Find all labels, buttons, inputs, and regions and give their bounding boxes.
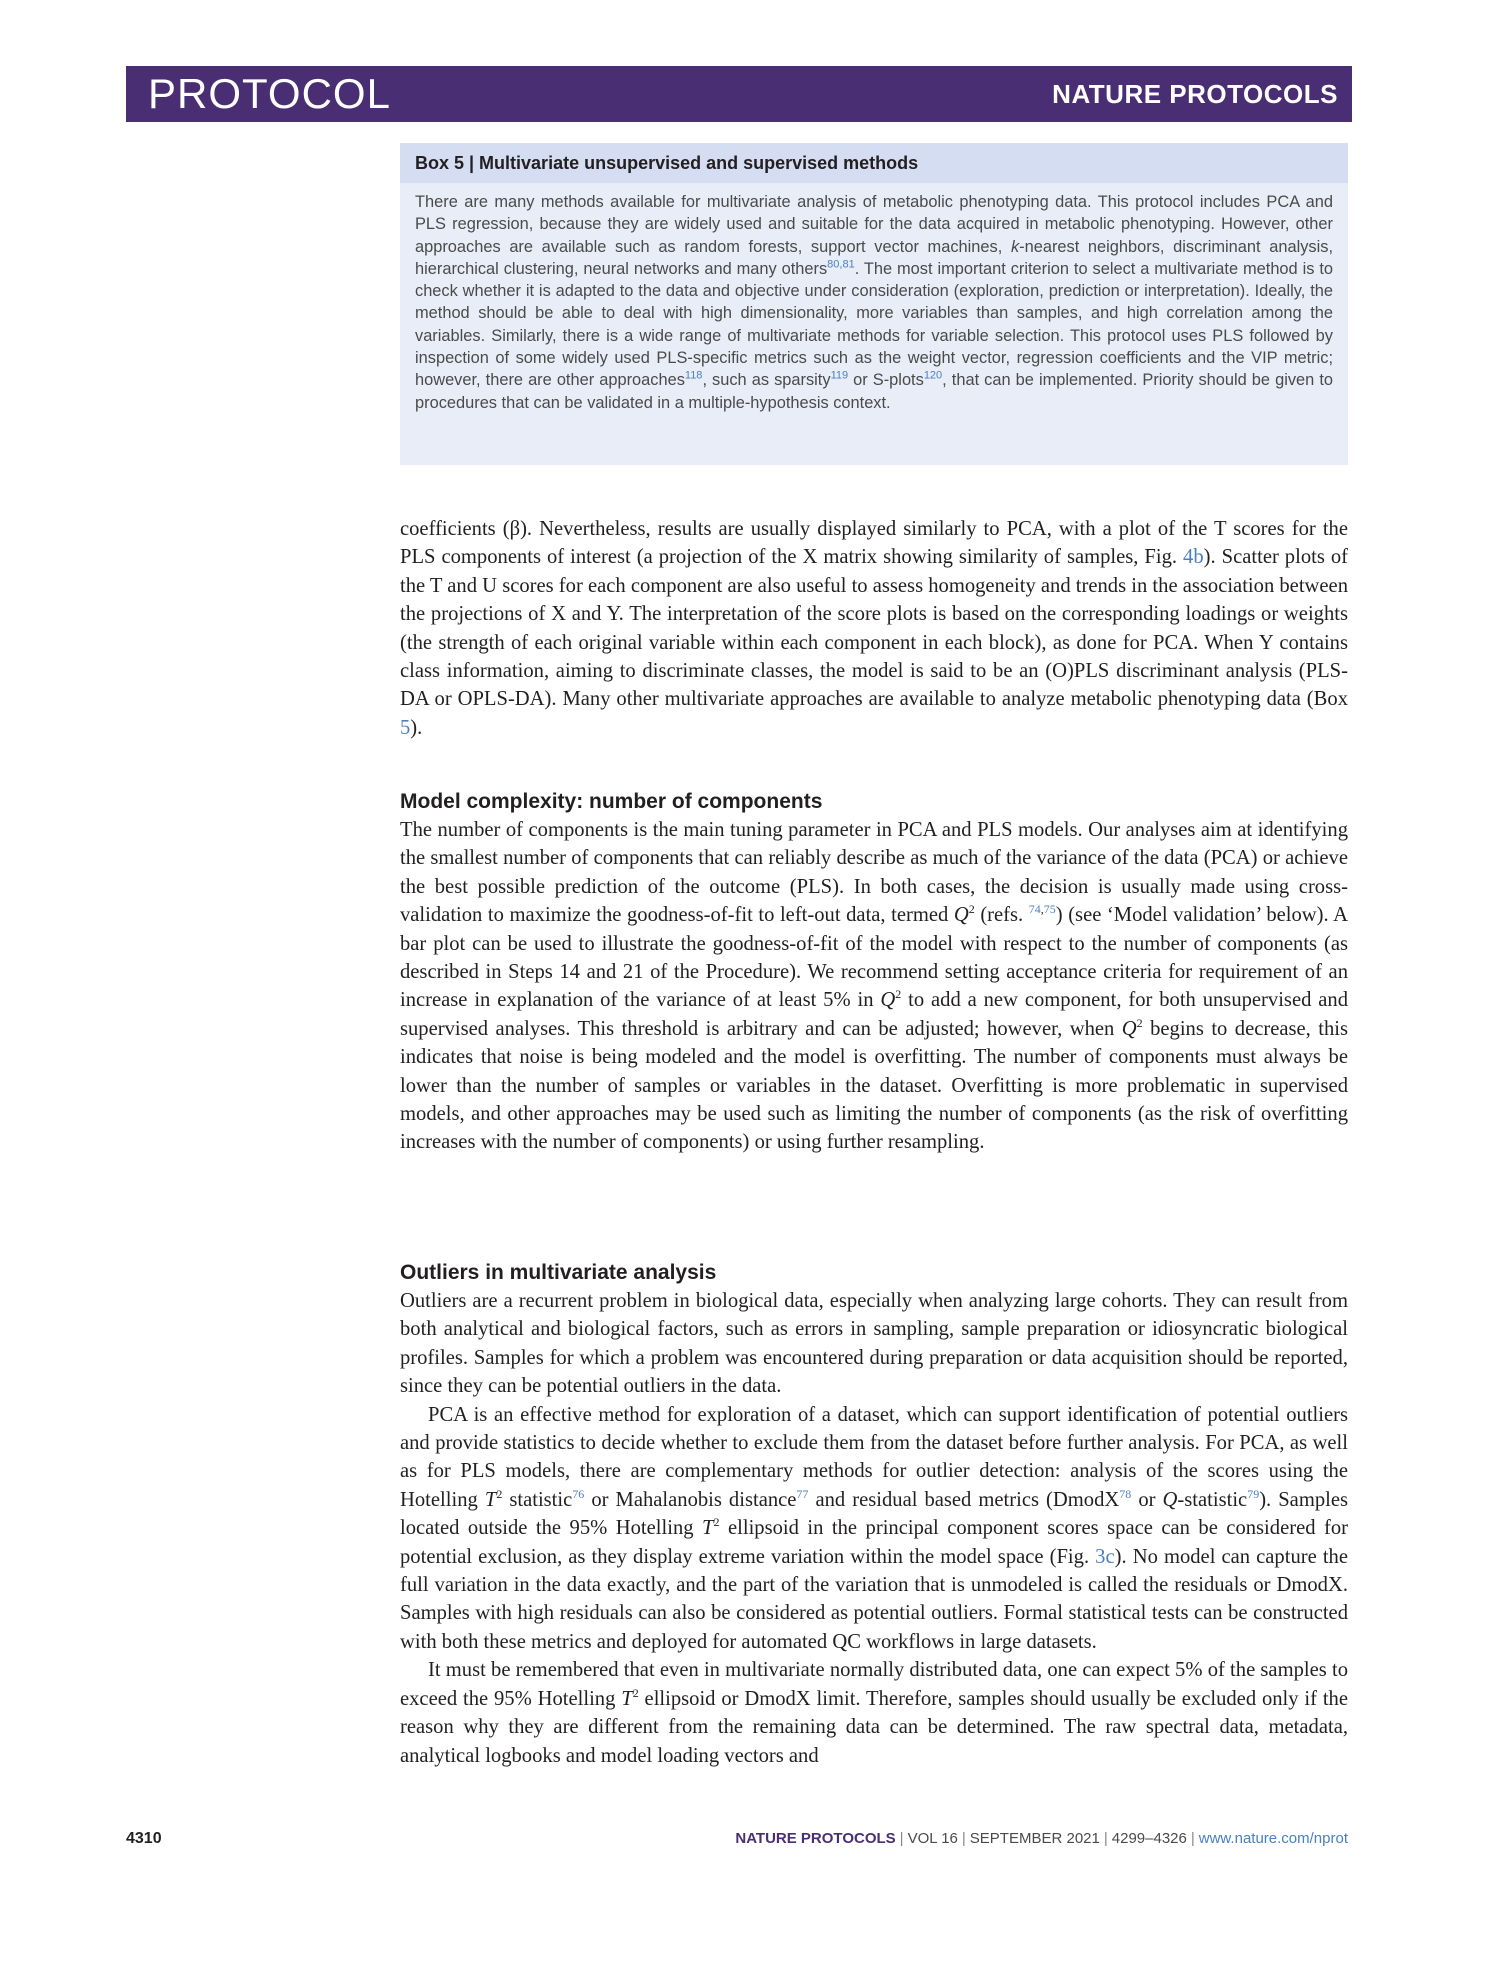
reference-link[interactable]: 119 xyxy=(830,369,849,382)
section-outliers-body xyxy=(400,1287,1348,1770)
section-label: PROTOCOL xyxy=(148,70,391,117)
reference-link[interactable]: 76 xyxy=(572,1486,585,1501)
paragraph-outliers-1: Outliers are a recurrent problem in biological data, especially when analyzing large cohorts. They can result from both analytical and biological factors, such as errors in sampling, sample preparation or idiosyncratic biological profiles. Samples for which a problem was encountered during preparation or data acquisition should be reported, since they can be potential outliers in the data. xyxy=(400,1290,1348,1398)
page-header xyxy=(126,66,1352,122)
journal-url-link[interactable]: www.nature.com/nprot xyxy=(1198,1830,1348,1847)
page-footer: NATURE PROTOCOLS | VOL 16 | SEPTEMBER 2021 | 4299–4326 | www.nature.com/nprot xyxy=(735,1830,1348,1847)
reference-link[interactable]: 79 xyxy=(1247,1486,1260,1501)
page-number: 4310 xyxy=(126,1830,162,1847)
paragraph-model-complexity: The number of components is the main tuning parameter in PCA and PLS models. Our analyses aim at identifying the smallest number of components that can reliably describe as much of the variance of the data (PCA) or achieve the best possible prediction of the outcome (PLS). In both cases, the decision is usually made using cross-validation to maximize the goodness-of-fit to left-out data, termed $Q^2$ (refs. $^{74,75}$) (see ‘Model validation’ below). A bar plot can be used to illustrate the goodness-of-fit of the model with respect to the number of components (as described in Steps 14 and 21 of the Procedure). We recommend setting acceptance criteria for requirement of an increase in explanation of the variance of at least 5% in $Q^2$ to add a new component, for both unsupervised and supervised analyses. This threshold is arbitrary and can be adjusted; however, when $Q^2$ begins to decrease, this indicates that noise is being modeled and the model is overfitting. The number of components must always be lower than the number of samples or variables in the dataset. Overfitting is more problematic in supervised models, and other approaches may be used such as limiting the number of components (as the risk of overfitting increases with the number of components) or using further resampling. xyxy=(400,819,1348,1154)
section-heading-model-complexity: Model complexity: number of components xyxy=(400,790,823,813)
reference-link[interactable]: 78 xyxy=(1119,1486,1132,1501)
figure-link[interactable]: 3c xyxy=(1095,1545,1115,1568)
reference-link[interactable]: 80,81 xyxy=(827,258,855,271)
reference-link[interactable]: 118 xyxy=(684,369,703,382)
section-heading-outliers: Outliers in multivariate analysis xyxy=(400,1261,717,1284)
figure-link[interactable]: 4b xyxy=(1183,546,1204,569)
box-body: There are many methods available for multivariate analysis of metabolic phenotyping data. This protocol includes PCA and PLS regression, because they are widely used and suitable for the data acquired in metabolic phenotyping. However, other approaches are available such as random forests, support vector machines, k-nearest neighbors, discriminant analysis, hierarchical clustering, neural networks and many others$^{80,81}$. The most important criterion to select a multivariate method is to check whether it is adapted to the data and objective under consideration (exploration, prediction or interpretation). Ideally, the method should be able to deal with high dimensionality, more variables than samples, and high correlation among the variables. Similarly, there is a wide range of multivariate methods for variable selection. This protocol uses PLS followed by inspection of some widely used PLS-specific metrics such as the weight vector, regression coefficients and the VIP metric; however, there are other approaches$^{118}$, such as sparsity$^{119}$ or S-plots$^{120}$, that can be implemented. Priority should be given to procedures that can be validated in a multiple-hypothesis context. xyxy=(415,193,1334,412)
reference-link[interactable]: 74 xyxy=(1028,902,1041,917)
journal-name: NATURE PROTOCOLS xyxy=(1052,79,1338,109)
paragraph-outliers-2: PCA is an effective method for exploration of a dataset, which can support identification of potential outliers and provide statistics to decide whether to exclude them from the dataset before further analysis. For PCA, as well as for PLS models, there are complementary methods for outlier detection: analysis of the scores using the Hotelling $T^2$ statistic$^{76}$ or Mahalanobis distance$^{77}$ and residual based metrics (DmodX$^{78}$ or Q-statistic$^{79}$). Samples located outside the 95% Hotelling $T^2$ ellipsoid in the principal component scores space can be considered for potential exclusion, as they display extreme variation within the model space (Fig. 3c). No model can capture the full variation in the data exactly, and the part of the variation that is unmodeled is called the residuals or DmodX. Samples with high residuals can also be considered as potential outliers. Formal statistical tests can be constructed with both these metrics and deployed for automated QC workflows in large datasets. xyxy=(400,1403,1349,1653)
paragraph-pls: coefficients (β). Nevertheless, results are usually displayed similarly to PCA, with a plot of the T scores for the PLS components of interest (a projection of the X matrix showing similarity of samples, Fig. 4b). Scatter plots of the T and U scores for each component are also useful to assess homogeneity and trends in the association between the projections of X and Y. The interpretation of the score plots is based on the corresponding loadings or weights (the strength of each original variable within each component in each block), as done for PCA. When Y contains class information, aiming to discriminate classes, the model is said to be an (O)PLS discriminant analysis (PLS-DA or OPLS-DA). Many other multivariate approaches are available to analyze metabolic phenotyping data (Box 5). xyxy=(400,518,1348,739)
reference-link[interactable]: 75 xyxy=(1043,902,1056,917)
reference-link[interactable]: 77 xyxy=(796,1486,809,1501)
box-title: Box 5 | Multivariate unsupervised and supervised methods xyxy=(400,143,1348,183)
paragraph-outliers-3: It must be remembered that even in multivariate normally distributed data, one can expect 5% of the samples to exceed the 95% Hotelling $T^2$ ellipsoid or DmodX limit. Therefore, samples should usually be excluded only if the reason why they are different from the remaining data can be determined. The raw spectral data, metadata, analytical logbooks and model loading vectors and xyxy=(400,1659,1348,1767)
box-5 xyxy=(400,143,1348,465)
reference-link[interactable]: 120 xyxy=(923,369,943,382)
box-link[interactable]: 5 xyxy=(400,716,411,739)
